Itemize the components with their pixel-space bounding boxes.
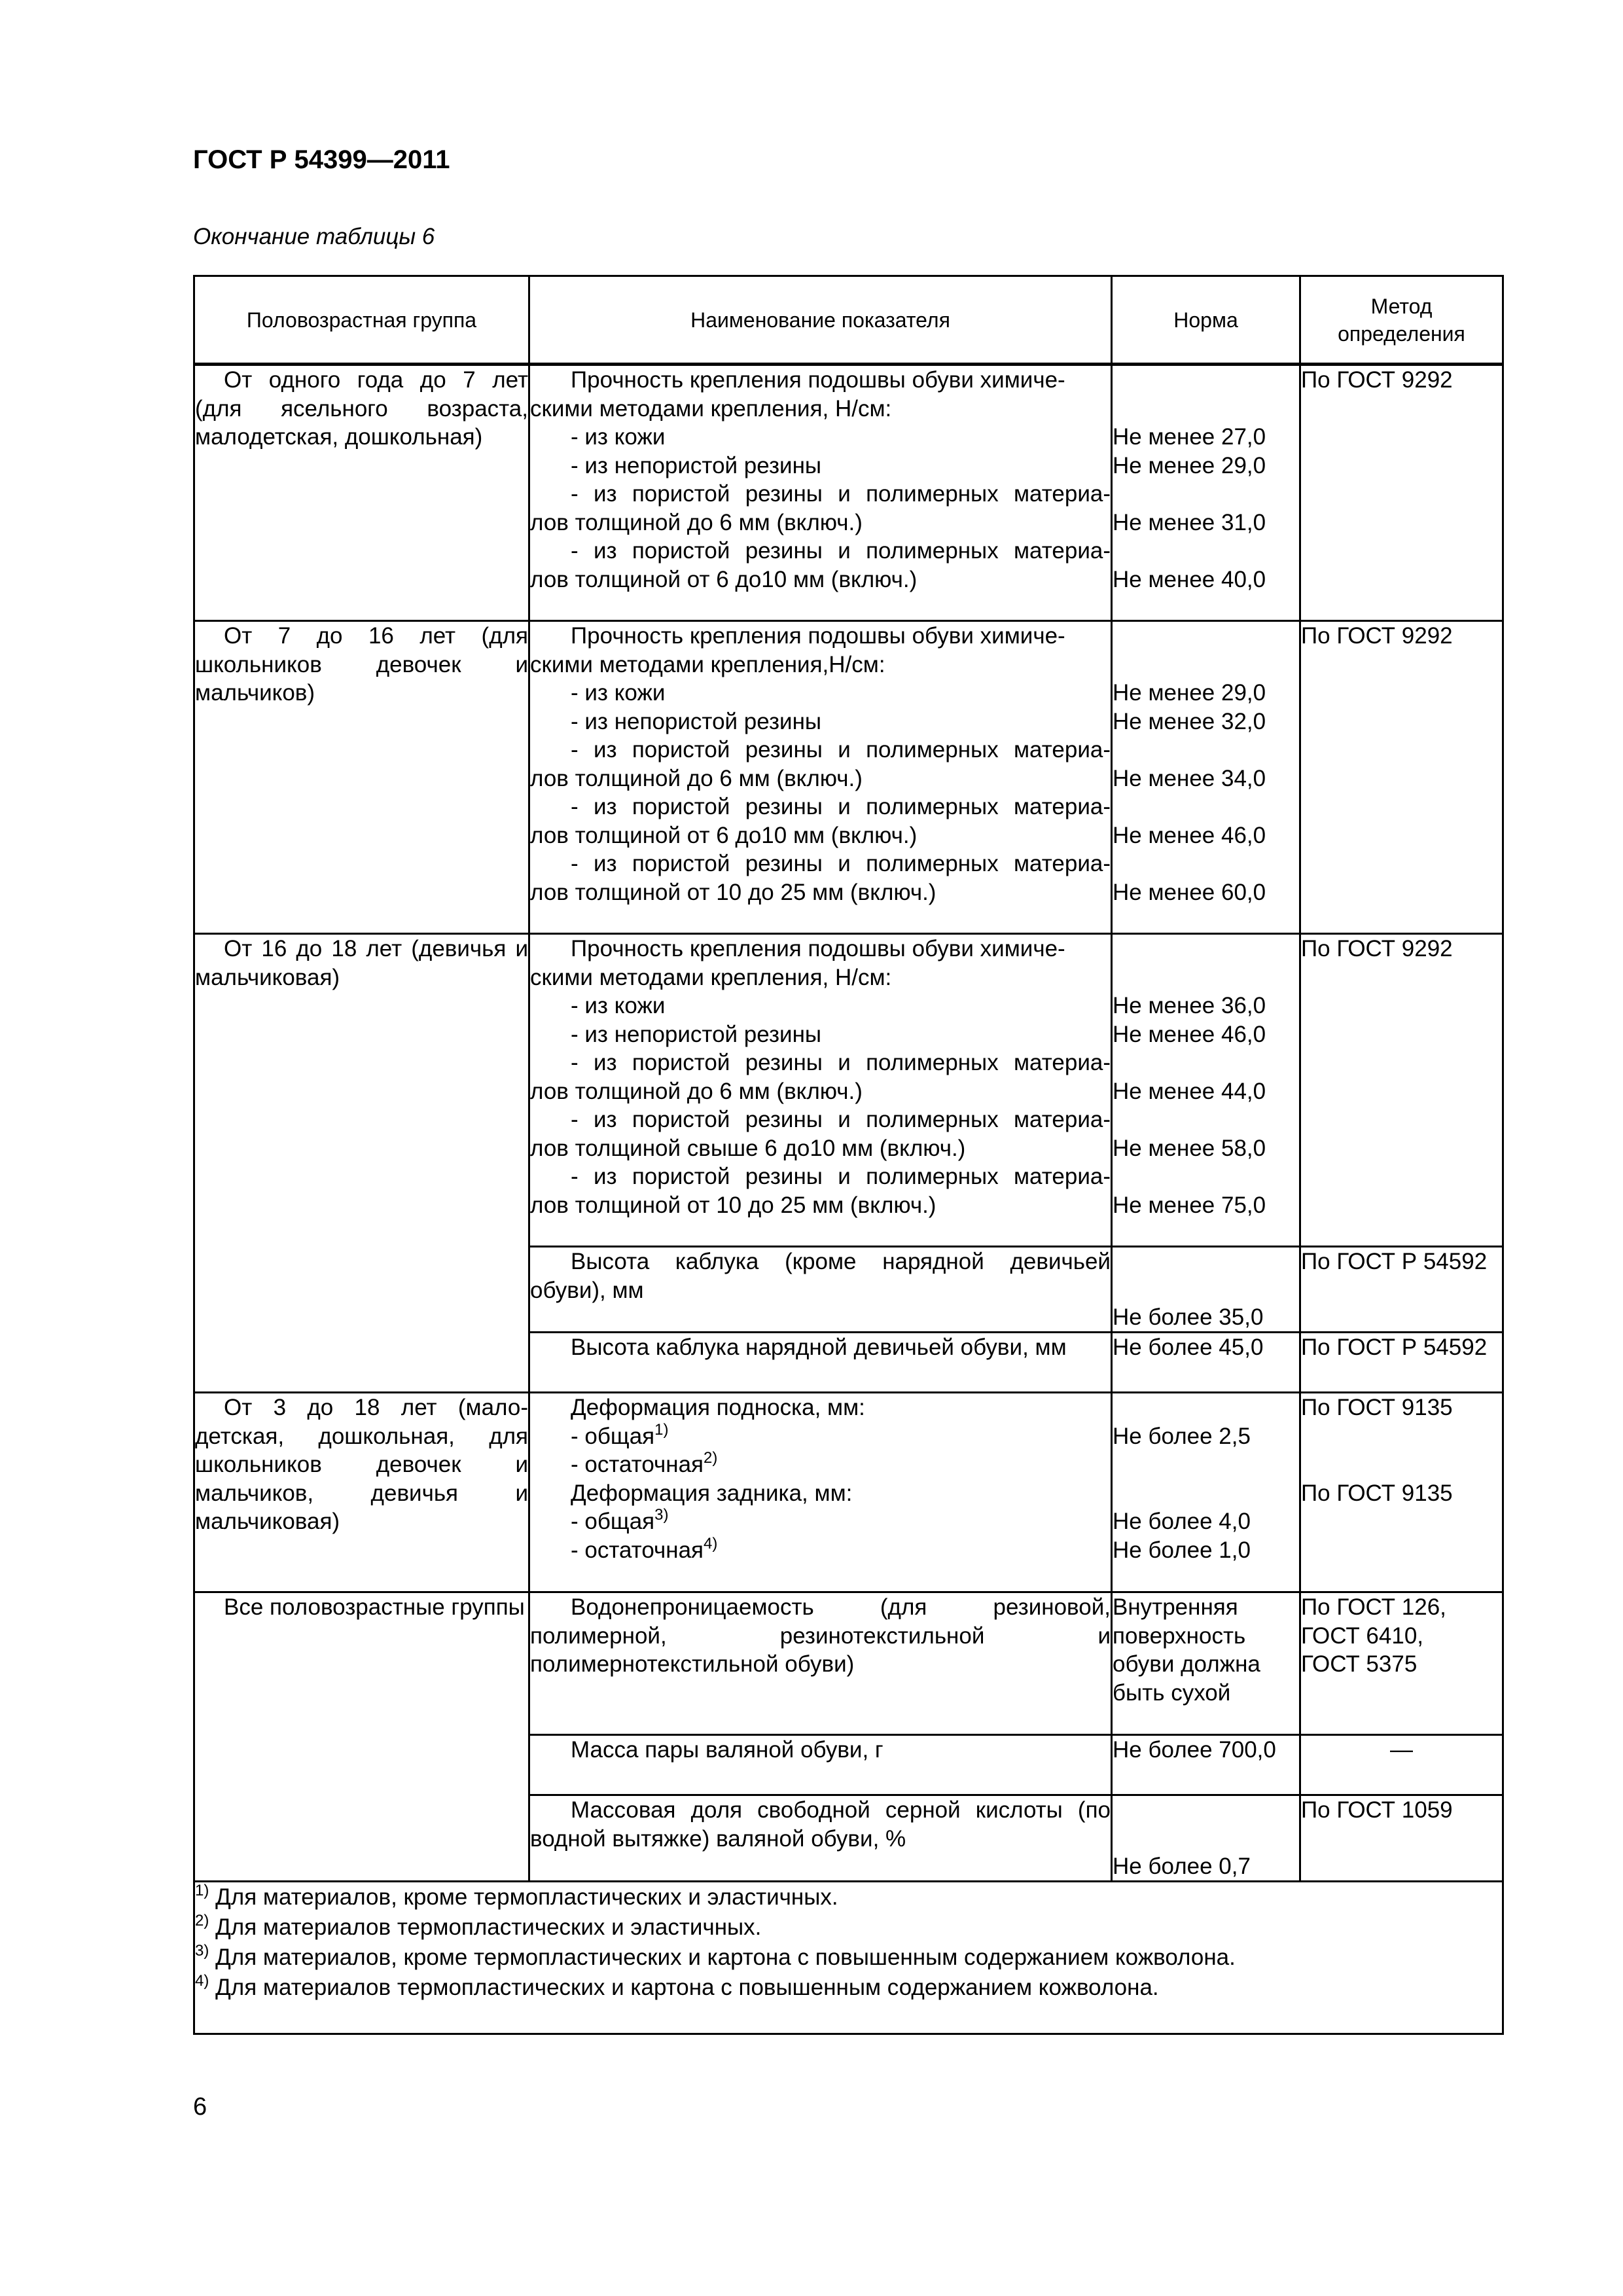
norm-line: Не менее 32,0 bbox=[1113, 708, 1266, 734]
indicator-line: Прочность крепления подошвы обуви химиче- bbox=[571, 367, 1065, 393]
norm-line: Не более 2,5 bbox=[1113, 1423, 1251, 1449]
method-line bbox=[1301, 1450, 1502, 1479]
indicator-line: скими методами крепления, Н/см: bbox=[530, 395, 892, 422]
method-header-line: Метод bbox=[1370, 294, 1433, 318]
norm-line: Не менее 46,0 bbox=[1113, 822, 1266, 848]
norm-cell: Не более 700,0 bbox=[1112, 1735, 1300, 1795]
method-line bbox=[1301, 1422, 1502, 1451]
table-header-row bbox=[194, 276, 1503, 365]
norm-cell bbox=[1112, 1393, 1300, 1592]
method-header-line: определения bbox=[1338, 321, 1465, 346]
norm-line bbox=[1113, 850, 1299, 878]
indicator-line: - из непористой резины bbox=[571, 708, 822, 734]
norm-line: Не менее 60,0 bbox=[1113, 879, 1266, 905]
norm-line: поверхность bbox=[1113, 1623, 1246, 1649]
age-group-cell: От одного года до 7 лет (для ясельного возраста, малодетская, дошкольная) bbox=[194, 365, 529, 621]
norm-line: Не менее 58,0 bbox=[1113, 1135, 1266, 1161]
indicator-line: - общая$^{1)}$ bbox=[571, 1420, 669, 1449]
standard-title: ГОСТ Р 54399—2011 bbox=[193, 145, 450, 174]
norm-line bbox=[1113, 395, 1299, 423]
method-line bbox=[1301, 1536, 1502, 1565]
norm-line: Не менее 44,0 bbox=[1113, 1078, 1266, 1104]
indicator-line: - из непористой резины bbox=[571, 452, 822, 478]
indicator-cell bbox=[529, 1393, 1112, 1592]
indicator-line: - из пористой резины и полимерных материа- bbox=[571, 794, 1111, 819]
indicator-line: Прочность крепления подошвы обуви химиче- bbox=[571, 936, 1065, 961]
norm-line bbox=[1113, 622, 1299, 651]
footnote-ref: 1) bbox=[654, 1420, 669, 1439]
indicator-line: лов толщиной от 10 до 25 мм (включ.) bbox=[530, 1192, 936, 1218]
footnote-mark: 2) bbox=[195, 1912, 209, 1929]
norm-line: Внутренняя bbox=[1113, 1594, 1238, 1620]
method-cell: По ГОСТ 9292 bbox=[1300, 365, 1503, 621]
indicator-line: - из пористой резины и полимерных материа- bbox=[571, 538, 1111, 564]
method-cell: — bbox=[1300, 1735, 1503, 1795]
footnote: $^{1)}$ Для материалов, кроме термопластических и эластичных. bbox=[195, 1882, 838, 1910]
method-line bbox=[1301, 1507, 1502, 1536]
indicator-cell bbox=[529, 1247, 1112, 1333]
norm-line bbox=[1113, 537, 1299, 565]
table-row bbox=[194, 1592, 1503, 1735]
norm-line: Не менее 29,0 bbox=[1113, 452, 1266, 478]
column-header-norm: Норма bbox=[1112, 276, 1300, 365]
norm-line: обуви должна bbox=[1113, 1651, 1260, 1677]
norm-cell bbox=[1112, 1592, 1300, 1735]
table-row bbox=[194, 934, 1503, 1247]
norm-line: Не менее 27,0 bbox=[1113, 424, 1266, 450]
norm-line: Не менее 29,0 bbox=[1113, 680, 1266, 706]
footnote-ref: 4) bbox=[704, 1534, 718, 1552]
indicator-line: - общая$^{3)}$ bbox=[571, 1506, 669, 1534]
indicator-line: лов толщиной до 6 мм (включ.) bbox=[530, 1078, 863, 1104]
indicator-line: - из пористой резины и полимерных материа- bbox=[571, 481, 1111, 507]
indicator-line: - остаточная$^{4)}$ bbox=[571, 1534, 718, 1563]
footnote-mark: 1) bbox=[195, 1882, 209, 1899]
footnote: $^{4)}$ Для материалов термопластических и картона с повышенным содержанием кожволона. bbox=[195, 1972, 1159, 2000]
indicator-line: - из пористой резины и полимерных материа- bbox=[571, 1050, 1111, 1075]
indicator-cell bbox=[529, 934, 1112, 1247]
method-cell: По ГОСТ 1059 bbox=[1300, 1795, 1503, 1882]
norm-line: Не менее 36,0 bbox=[1113, 993, 1266, 1018]
footnote-ref: 2) bbox=[704, 1449, 718, 1467]
norm-line bbox=[1113, 736, 1299, 764]
footnote-mark: 3) bbox=[195, 1942, 209, 1960]
indicator-text: Массовая доля свободной серной кислоты (по водной вытяжке) валяной обуви, % bbox=[530, 1797, 1111, 1852]
norm-line: Не более 4,0 bbox=[1113, 1509, 1251, 1534]
norm-line bbox=[1113, 1450, 1299, 1479]
norm-line: Не более 1,0 bbox=[1113, 1537, 1251, 1563]
norm-line: Не менее 75,0 bbox=[1113, 1192, 1266, 1218]
age-group-cell: От 7 до 16 лет (для школьников девочек и мальчиков) bbox=[194, 621, 529, 934]
method-line: По ГОСТ 9135 bbox=[1301, 1480, 1453, 1506]
footnote-mark: 4) bbox=[195, 1972, 209, 1990]
method-line: По ГОСТ 126, bbox=[1301, 1594, 1446, 1620]
indicator-cell bbox=[529, 365, 1112, 621]
norm-line bbox=[1113, 1393, 1299, 1422]
indicator-text: Высота каблука нарядной девичьей обуви, мм bbox=[571, 1335, 1067, 1360]
method-cell: По ГОСТ Р 54592 bbox=[1300, 1333, 1503, 1393]
method-cell bbox=[1300, 1592, 1503, 1735]
indicator-cell bbox=[529, 1333, 1112, 1393]
indicator-line: - из кожи bbox=[571, 993, 666, 1018]
method-line: ГОСТ 6410, bbox=[1301, 1623, 1424, 1649]
indicator-line: лов толщиной свыше 6 до10 мм (включ.) bbox=[530, 1135, 966, 1161]
indicator-line: скими методами крепления,Н/см: bbox=[530, 651, 885, 677]
indicator-line: лов толщиной от 6 до10 мм (включ.) bbox=[530, 822, 918, 848]
norm-line bbox=[1113, 1162, 1299, 1191]
indicator-line: лов толщиной от 6 до10 мм (включ.) bbox=[530, 566, 918, 592]
indicator-text: Высота каблука (кроме нарядной девичьей обуви), мм bbox=[530, 1249, 1111, 1303]
footnotes-cell bbox=[194, 1882, 1503, 2034]
indicator-line: скими методами крепления, Н/см: bbox=[530, 964, 892, 990]
method-cell: По ГОСТ 9292 bbox=[1300, 934, 1503, 1247]
age-group-cell: Все половозрастные группы bbox=[194, 1592, 529, 1882]
column-header-indicator: Наименование показателя bbox=[529, 276, 1112, 365]
footnote-ref: 3) bbox=[654, 1506, 669, 1524]
norm-line bbox=[1113, 651, 1299, 679]
table-continuation-caption: Окончание таблицы 6 bbox=[193, 224, 435, 249]
column-header-group: Половозрастная группа bbox=[194, 276, 529, 365]
indicator-cell bbox=[529, 621, 1112, 934]
method-cell: По ГОСТ 9292 bbox=[1300, 621, 1503, 934]
footnote: $^{2)}$ Для материалов термопластических и эластичных. bbox=[195, 1912, 762, 1940]
norm-line bbox=[1113, 963, 1299, 992]
indicator-cell bbox=[529, 1592, 1112, 1735]
indicator-line: - из пористой резины и полимерных материа- bbox=[571, 851, 1111, 876]
norm-cell: Не более 35,0 bbox=[1112, 1247, 1300, 1333]
footnote: $^{3)}$ Для материалов, кроме термопластических и картона с повышенным содержанием кожволона. bbox=[195, 1942, 1236, 1970]
indicator-line: - остаточная$^{2)}$ bbox=[571, 1449, 718, 1477]
method-cell bbox=[1300, 1393, 1503, 1592]
table-row bbox=[194, 1393, 1503, 1592]
page-number: 6 bbox=[193, 2093, 207, 2121]
norm-cell bbox=[1112, 621, 1300, 934]
norm-line: Не менее 31,0 bbox=[1113, 509, 1266, 535]
indicator-line: Прочность крепления подошвы обуви химиче- bbox=[571, 623, 1065, 649]
heel-deformation-label: Деформация задника, мм: bbox=[571, 1480, 853, 1506]
norm-line bbox=[1113, 935, 1299, 963]
norm-cell: Не более 45,0 bbox=[1112, 1333, 1300, 1393]
norm-line: Не менее 46,0 bbox=[1113, 1021, 1266, 1047]
toe-deformation-label: Деформация подноска, мм: bbox=[571, 1395, 865, 1420]
age-group-cell: От 16 до 18 лет (девичья и мальчиковая) bbox=[194, 934, 529, 1393]
indicator-line: - из кожи bbox=[571, 680, 666, 706]
method-cell: По ГОСТ Р 54592 bbox=[1300, 1247, 1503, 1333]
indicator-line: - из непористой резины bbox=[571, 1021, 822, 1047]
table-row bbox=[194, 365, 1503, 621]
norm-line bbox=[1113, 793, 1299, 821]
norm-cell bbox=[1112, 365, 1300, 621]
norm-line bbox=[1113, 1049, 1299, 1077]
indicator-line: лов толщиной от 10 до 25 мм (включ.) bbox=[530, 879, 936, 905]
method-line: ГОСТ 5375 bbox=[1301, 1651, 1418, 1677]
indicator-line: - из пористой резины и полимерных материа- bbox=[571, 1107, 1111, 1132]
indicator-line: лов толщиной до 6 мм (включ.) bbox=[530, 765, 863, 791]
table-row bbox=[194, 621, 1503, 934]
indicator-cell bbox=[529, 1795, 1112, 1882]
indicator-line: - из кожи bbox=[571, 424, 666, 450]
column-header-method bbox=[1300, 276, 1503, 365]
indicator-line: - из пористой резины и полимерных материа- bbox=[571, 1164, 1111, 1189]
age-group-cell: От 3 до 18 лет (мало-детская, дошкольная, для школьников девочек и мальчиков, девичья и мальчиковая) bbox=[194, 1393, 529, 1592]
norm-line bbox=[1113, 366, 1299, 395]
indicator-cell bbox=[529, 1735, 1112, 1795]
norm-line bbox=[1113, 480, 1299, 509]
norm-line: быть сухой bbox=[1113, 1679, 1231, 1706]
norm-cell: Не более 0,7 bbox=[1112, 1795, 1300, 1882]
indicator-line: лов толщиной до 6 мм (включ.) bbox=[530, 509, 863, 535]
norm-cell bbox=[1112, 934, 1300, 1247]
indicator-text: Масса пары валяной обуви, г bbox=[571, 1737, 883, 1763]
requirements-table bbox=[193, 275, 1504, 2035]
method-line: По ГОСТ 9135 bbox=[1301, 1395, 1453, 1420]
indicator-line: - из пористой резины и полимерных материа- bbox=[571, 737, 1111, 762]
norm-line: Не менее 40,0 bbox=[1113, 566, 1266, 592]
footnotes-row bbox=[194, 1882, 1503, 2034]
norm-line bbox=[1113, 1105, 1299, 1134]
norm-line bbox=[1113, 1479, 1299, 1508]
indicator-text: Водонепроницаемость (для резиновой, полимерной, резинотекстильной и полимернотекстильной обуви) bbox=[530, 1594, 1111, 1677]
norm-line: Не менее 34,0 bbox=[1113, 765, 1266, 791]
